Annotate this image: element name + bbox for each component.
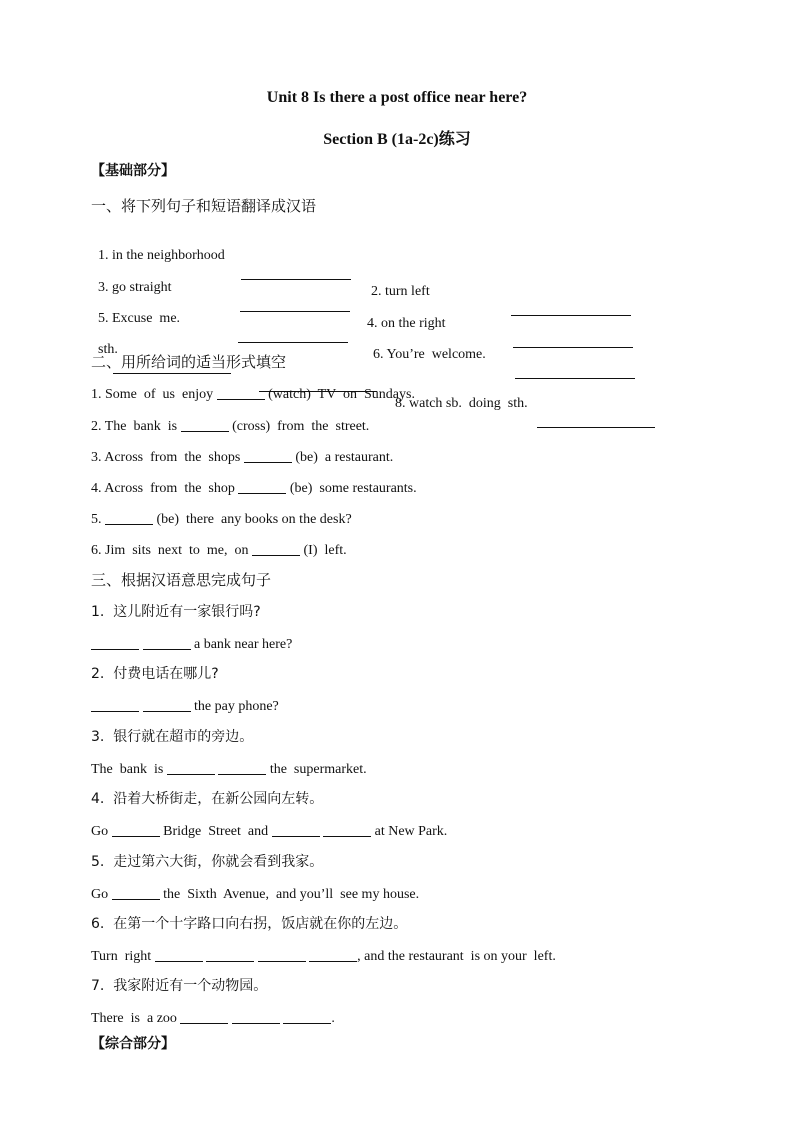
part1-item-6: 6. You’re welcome. xyxy=(373,347,486,362)
answer-blank[interactable] xyxy=(143,697,191,712)
answer-blank[interactable] xyxy=(180,1009,228,1024)
part1-item-1: 1. in the neighborhood xyxy=(98,248,225,263)
answer-blank[interactable] xyxy=(112,885,160,900)
answer-blank[interactable] xyxy=(167,760,215,775)
answer-blank[interactable] xyxy=(272,822,320,837)
answer-blank[interactable] xyxy=(238,479,286,494)
part2-item-1-pre: 1. Some of us enjoy xyxy=(91,387,214,402)
answer-blank[interactable] xyxy=(252,541,300,556)
part3-q7-chinese: 7. 我家附近有一个动物园。 xyxy=(91,978,268,994)
part2-item-3-post: (be) a restaurant. xyxy=(295,450,394,465)
part1-item-2: 2. turn left xyxy=(371,284,430,299)
part2-item-1 xyxy=(91,385,415,404)
part2-item-2-post: (cross) from the street. xyxy=(232,419,370,434)
part2-item-5 xyxy=(91,510,352,529)
answer-blank[interactable] xyxy=(155,947,203,962)
part3-q4-english xyxy=(91,822,447,841)
part3-q2-chinese: 2. 付费电话在哪儿? xyxy=(91,666,219,682)
part3-q3-post: the supermarket. xyxy=(269,762,367,777)
part3-q7-post: . xyxy=(331,1011,335,1026)
answer-blank[interactable] xyxy=(309,947,357,962)
part3-q4-pre: Go xyxy=(91,824,109,839)
part1-item-3: 3. go straight xyxy=(98,280,172,295)
basic-section-label: 【基础部分】 xyxy=(91,163,175,179)
part3-q6-pre: Turn right xyxy=(91,949,152,964)
part3-q2-english xyxy=(91,697,279,716)
part3-heading: 三、根据汉语意思完成句子 xyxy=(91,571,272,589)
part2-item-3 xyxy=(91,448,393,467)
answer-blank[interactable] xyxy=(241,265,351,280)
part2-item-4-pre: 4. Across from the shop xyxy=(91,481,235,496)
part3-q5-pre: Go xyxy=(91,887,109,902)
part2-item-2 xyxy=(91,417,369,436)
part3-q1-english xyxy=(91,635,292,654)
part2-item-3-pre: 3. Across from the shops xyxy=(91,450,241,465)
answer-blank[interactable] xyxy=(112,822,160,837)
part2-item-6-post: (I) left. xyxy=(303,543,347,558)
answer-blank[interactable] xyxy=(91,635,139,650)
answer-blank[interactable] xyxy=(238,328,348,343)
answer-blank[interactable] xyxy=(217,385,265,400)
part3-q7-english xyxy=(91,1009,335,1028)
part1-item-4: 4. on the right xyxy=(367,316,446,331)
answer-blank[interactable] xyxy=(513,333,633,348)
part1-item-8: 8. watch sb. doing sth. xyxy=(395,396,528,411)
part3-q5-english xyxy=(91,885,419,904)
part3-q3-english xyxy=(91,760,367,779)
part3-q3-pre: The bank is xyxy=(91,762,164,777)
answer-blank[interactable] xyxy=(515,364,635,379)
part3-q4-post: at New Park. xyxy=(374,824,448,839)
part1-item-7: sth. xyxy=(98,342,118,357)
part2-item-4-post: (be) some restaurants. xyxy=(289,481,417,496)
part2-item-6 xyxy=(91,541,347,560)
comprehensive-section-label: 【综合部分】 xyxy=(91,1036,175,1052)
answer-blank[interactable] xyxy=(323,822,371,837)
answer-blank[interactable] xyxy=(511,301,631,316)
part3-q4-mid: Bridge Street and xyxy=(163,824,269,839)
part2-heading: 二、用所给词的适当形式填空 xyxy=(91,353,287,371)
part3-q6-english xyxy=(91,947,556,966)
answer-blank[interactable] xyxy=(181,417,229,432)
part3-q6-chinese: 6. 在第一个十字路口向右拐，饭店就在你的左边。 xyxy=(91,916,408,932)
part3-q2-text: the pay phone? xyxy=(194,699,279,714)
answer-blank[interactable] xyxy=(218,760,266,775)
answer-blank[interactable] xyxy=(105,510,153,525)
part2-item-4 xyxy=(91,479,417,498)
part3-q1-text: a bank near here? xyxy=(194,637,293,652)
part3-q6-post: , and the restaurant is on your left. xyxy=(357,949,556,964)
part2-item-6-pre: 6. Jim sits next to me, on xyxy=(91,543,249,558)
answer-blank[interactable] xyxy=(258,947,306,962)
part3-q1-chinese: 1. 这儿附近有一家银行吗? xyxy=(91,604,261,620)
part1-heading: 一、将下列句子和短语翻译成汉语 xyxy=(91,197,317,215)
answer-blank[interactable] xyxy=(143,635,191,650)
part2-item-1-post: (watch) TV on Sundays. xyxy=(268,387,415,402)
answer-blank[interactable] xyxy=(244,448,292,463)
answer-blank[interactable] xyxy=(240,297,350,312)
answer-blank[interactable] xyxy=(283,1009,331,1024)
part3-q4-chinese: 4. 沿着大桥街走，在新公园向左转。 xyxy=(91,791,324,807)
answer-blank[interactable] xyxy=(91,697,139,712)
part2-item-5-pre: 5. xyxy=(91,512,102,527)
answer-blank[interactable] xyxy=(206,947,254,962)
part3-q5-post: the Sixth Avenue, and you’ll see my house. xyxy=(163,887,420,902)
part1-item-5: 5. Excuse me. xyxy=(98,311,181,326)
answer-blank[interactable] xyxy=(232,1009,280,1024)
part2-item-5-post: (be) there any books on the desk? xyxy=(156,512,352,527)
document-subtitle: Section B (1a-2c)练习 xyxy=(323,131,471,148)
part2-item-2-pre: 2. The bank is xyxy=(91,419,178,434)
part3-q3-chinese: 3. 银行就在超市的旁边。 xyxy=(91,729,254,745)
part3-q5-chinese: 5. 走过第六大街，你就会看到我家。 xyxy=(91,854,324,870)
document-title: Unit 8 Is there a post office near here? xyxy=(266,89,528,106)
answer-blank[interactable] xyxy=(537,413,655,428)
part3-q7-pre: There is a zoo xyxy=(91,1011,177,1026)
